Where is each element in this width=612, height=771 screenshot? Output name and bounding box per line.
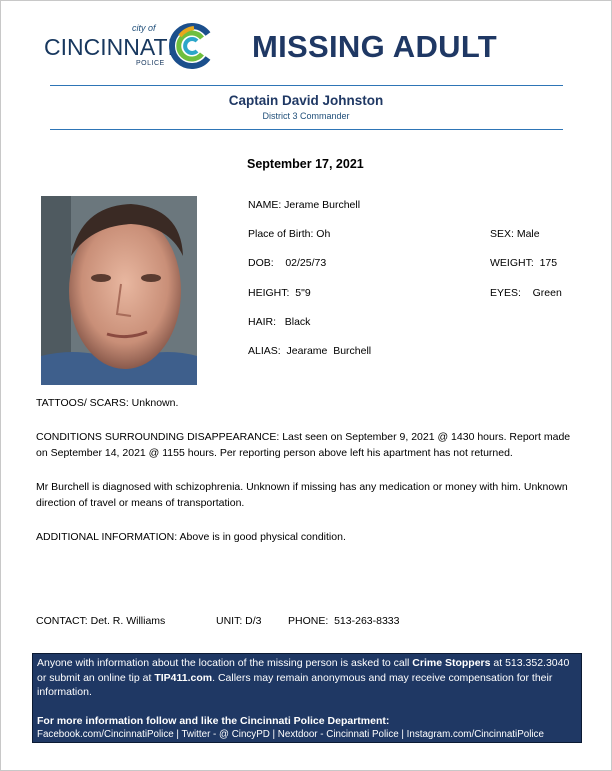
footer-info-box (32, 653, 582, 743)
crime-stoppers-label: Crime Stoppers (412, 657, 491, 669)
logo-police: POLICE (136, 60, 165, 67)
cincinnati-police-logo (44, 22, 218, 74)
field-alias: ALIAS: Jearame Burchell (248, 345, 372, 357)
contact-detective: CONTACT: Det. R. Williams (36, 615, 166, 627)
logo-name: CINCINNATI (44, 34, 174, 60)
field-dob: DOB: 02/25/73 (248, 257, 327, 269)
medical-text: Mr Burchell is diagnosed with schizophrenia. Unknown if missing has any medication or money with him. Unknown direction of travel or means of transportation. (36, 481, 568, 509)
field-eyes: EYES: Green (490, 287, 562, 299)
page-title: MISSING ADULT (252, 29, 497, 64)
footer-tip-part: at 513.352.3040 or submit an online tip at (37, 657, 570, 684)
footer-tip-text (37, 656, 575, 700)
footer-tip-part: . Callers may remain anonymous and may receive compensation for their information. (37, 671, 553, 698)
footer-social-links[interactable]: Facebook.com/CincinnatiPolice | Twitter - @ CincyPD | Nextdoor - Cincinnati Police | Instagram.com/CincinnatiPolice (37, 729, 544, 740)
logo-city-of: city of (132, 23, 156, 33)
commander-title: District 3 Commander (262, 111, 350, 121)
tip411-link[interactable]: TIP411.com (154, 671, 213, 684)
tattoos-text: TATTOOS/ SCARS: Unknown. (36, 397, 179, 409)
missing-person-photo (41, 196, 197, 385)
field-height: HEIGHT: 5"9 (248, 287, 311, 299)
footer-follow-text: For more information follow and like the Cincinnati Police Department: (37, 715, 390, 727)
conditions-text: CONDITIONS SURROUNDING DISAPPEARANCE: Last seen on September 9, 2021 @ 1430 hours. Report made on September 14, 2021 @ 1155 hours. Per reporting person above left his apartment has not returned. (36, 431, 571, 459)
report-date: September 17, 2021 (247, 157, 364, 171)
additional-info-text: ADDITIONAL INFORMATION: Above is in good physical condition. (36, 531, 346, 543)
divider-top (50, 85, 563, 86)
logo-c-mark-icon (168, 22, 216, 70)
contact-phone: PHONE: 513-263-8333 (288, 615, 400, 627)
portrait-icon (41, 196, 197, 385)
footer-tip-part: Anyone with information about the location of the missing person is asked to call (37, 657, 413, 669)
field-birth-place: Place of Birth: Oh (248, 228, 331, 240)
field-weight: WEIGHT: 175 (490, 257, 558, 269)
field-name: NAME: Jerame Burchell (248, 199, 361, 211)
field-hair: HAIR: Black (248, 316, 311, 328)
contact-unit: UNIT: D/3 (216, 615, 262, 627)
field-sex: SEX: Male (490, 228, 540, 240)
divider-bottom (50, 129, 563, 130)
captain-name: Captain David Johnston (228, 93, 384, 108)
